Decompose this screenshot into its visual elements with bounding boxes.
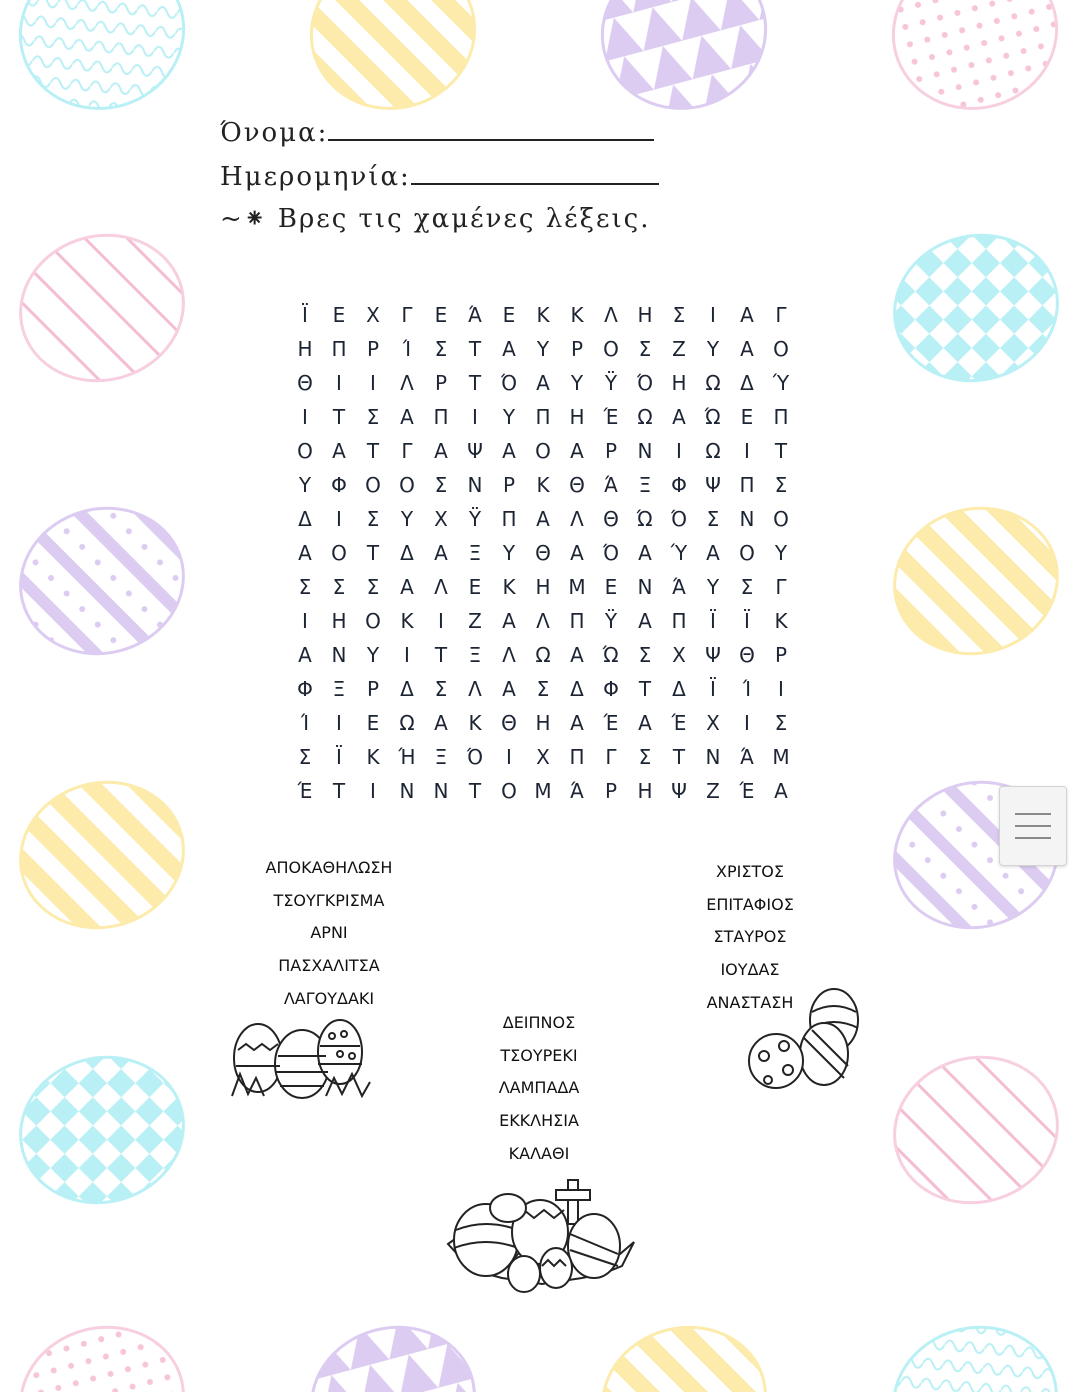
- menu-button[interactable]: [999, 786, 1067, 866]
- grid-letter: Ώ: [704, 405, 722, 429]
- grid-letter: Κ: [502, 575, 516, 599]
- grid-letter: Υ: [502, 541, 516, 565]
- word-list-item: ΑΠΟΚΑΘΗΛΩΣΗ: [265, 858, 393, 877]
- grid-letter: Ι: [744, 711, 750, 735]
- grid-letter: Π: [739, 473, 755, 497]
- grid-letter: Ή: [398, 745, 416, 769]
- grid-letter: Υ: [366, 643, 380, 667]
- grid-letter: Ρ: [604, 779, 618, 803]
- grid-letter: Η: [637, 779, 653, 803]
- grid-letter: Α: [638, 609, 652, 633]
- grid-letter: Σ: [366, 405, 380, 429]
- grid-letter: Σ: [434, 677, 448, 701]
- grid-letter: Ϊ: [336, 745, 342, 769]
- grid-letter: Ό: [636, 371, 654, 395]
- grid-letter: Τ: [672, 745, 686, 769]
- grid-letter: Η: [671, 371, 687, 395]
- grid-letter: Τ: [468, 337, 482, 361]
- grid-letter: Ξ: [468, 541, 482, 565]
- grid-letter: Φ: [297, 677, 313, 701]
- grid-letter: Ω: [535, 643, 551, 667]
- grid-letter: Ύ: [670, 541, 688, 565]
- grid-letter: Χ: [672, 643, 686, 667]
- date-label: Ημερομηνία:: [220, 162, 411, 192]
- name-blank-line: [328, 138, 654, 141]
- grid-letter: Ε: [332, 303, 346, 327]
- grid-letter: Π: [433, 405, 449, 429]
- grid-letter: Ί: [402, 337, 412, 361]
- grid-letter: Χ: [536, 745, 550, 769]
- word-list-item: ΔΕΙΠΝΟΣ: [502, 1013, 576, 1032]
- grid-letter: Ε: [366, 711, 380, 735]
- grid-letter: Ρ: [604, 439, 618, 463]
- grid-letter: Π: [671, 609, 687, 633]
- grid-letter: Υ: [298, 473, 312, 497]
- grid-letter: Ε: [468, 575, 482, 599]
- grid-letter: Σ: [298, 575, 312, 599]
- grid-letter: Υ: [536, 337, 550, 361]
- grid-letter: Λ: [502, 643, 516, 667]
- word-list-item: ΑΡΝΙ: [310, 923, 348, 943]
- grid-letter: Θ: [603, 507, 619, 531]
- grid-letter: Ν: [399, 779, 415, 803]
- grid-letter: Ϊ: [710, 609, 716, 633]
- grid-letter: Π: [773, 405, 789, 429]
- grid-letter: Ι: [370, 371, 376, 395]
- grid-letter: Μ: [568, 575, 586, 599]
- grid-letter: Π: [569, 745, 585, 769]
- word-list-item: ΑΝΑΣΤΑΣΗ: [706, 992, 794, 1012]
- grid-letter: Ψ: [705, 643, 721, 667]
- grid-letter: Τ: [468, 779, 482, 803]
- grid-letter: Ρ: [502, 473, 516, 497]
- grid-letter: Ο: [603, 337, 619, 361]
- word-list-item: ΕΚΚΛΗΣΙΑ: [499, 1111, 579, 1131]
- grid-letter: Ό: [500, 371, 518, 395]
- grid-letter: Λ: [434, 575, 448, 599]
- grid-letter: Π: [331, 337, 347, 361]
- grid-letter: Ι: [370, 779, 376, 803]
- grid-letter: Ί: [742, 677, 752, 701]
- grid-letter: Ν: [637, 575, 653, 599]
- grid-letter: Α: [740, 303, 754, 327]
- grid-letter: Γ: [605, 745, 617, 769]
- grid-letter: Ρ: [434, 371, 448, 395]
- grid-letter: Έ: [297, 779, 313, 803]
- grid-letter: Θ: [535, 541, 551, 565]
- grid-letter: Τ: [366, 439, 380, 463]
- grid-letter: Ά: [570, 779, 584, 803]
- grid-letter: Ά: [604, 473, 618, 497]
- grid-letter: Λ: [468, 677, 482, 701]
- word-list-item: ΧΡΙΣΤΟΣ: [716, 862, 784, 881]
- grid-letter: Α: [570, 439, 584, 463]
- grid-letter: Ρ: [570, 337, 584, 361]
- grid-letter: Ό: [466, 745, 484, 769]
- grid-letter: Ι: [336, 507, 342, 531]
- grid-letter: Τ: [468, 371, 482, 395]
- grid-letter: Ψ: [671, 779, 687, 803]
- grid-letter: Ο: [297, 439, 313, 463]
- grid-letter: Ο: [739, 541, 755, 565]
- grid-letter: Σ: [298, 745, 312, 769]
- grid-letter: Σ: [638, 337, 652, 361]
- grid-letter: Α: [502, 439, 516, 463]
- grid-letter: Σ: [672, 303, 686, 327]
- grid-letter: Σ: [638, 745, 652, 769]
- grid-letter: Α: [740, 337, 754, 361]
- grid-letter: Ρ: [774, 643, 788, 667]
- grid-letter: Ζ: [468, 609, 482, 633]
- grid-letter: Α: [400, 405, 414, 429]
- grid-letter: Α: [570, 643, 584, 667]
- grid-letter: Α: [298, 643, 312, 667]
- grid-letter: Ι: [472, 405, 478, 429]
- grid-letter: Υ: [706, 575, 720, 599]
- grid-letter: Η: [297, 337, 313, 361]
- grid-letter: Α: [638, 711, 652, 735]
- grid-letter: Ι: [438, 609, 444, 633]
- word-list-item: ΛΑΓΟΥΔΑΚΙ: [283, 988, 375, 1008]
- word-list-item: ΤΣΟΥΓΚΡΙΣΜΑ: [273, 890, 385, 910]
- grid-letter: Ο: [331, 541, 347, 565]
- grid-letter: Ϋ: [604, 371, 618, 395]
- grid-letter: Ω: [637, 405, 653, 429]
- grid-letter: Ω: [705, 371, 721, 395]
- grid-letter: Α: [434, 711, 448, 735]
- grid-letter: Α: [400, 575, 414, 599]
- grid-letter: Ο: [501, 779, 517, 803]
- grid-letter: Τ: [332, 405, 346, 429]
- grid-letter: Α: [502, 677, 516, 701]
- grid-letter: Υ: [706, 337, 720, 361]
- grid-letter: Ν: [739, 507, 755, 531]
- grid-letter: Ί: [300, 711, 310, 735]
- word-list-item: ΣΤΑΥΡΟΣ: [713, 927, 787, 947]
- grid-letter: Ν: [331, 643, 347, 667]
- grid-letter: Τ: [434, 643, 448, 667]
- grid-letter: Σ: [706, 507, 720, 531]
- instructions: ~⁕ Βρες τις χαμένες λέξεις.: [220, 204, 651, 234]
- grid-letter: Η: [569, 405, 585, 429]
- grid-letter: Υ: [570, 371, 584, 395]
- grid-letter: Ϊ: [744, 609, 750, 633]
- grid-letter: Κ: [536, 303, 550, 327]
- grid-letter: Ι: [336, 371, 342, 395]
- grid-letter: Α: [570, 711, 584, 735]
- grid-letter: Θ: [501, 711, 517, 735]
- grid-letter: Ό: [670, 507, 688, 531]
- grid-letter: Ν: [433, 779, 449, 803]
- grid-letter: Ψ: [467, 439, 483, 463]
- word-list-item: ΚΑΛΑΘΙ: [508, 1143, 570, 1163]
- word-list-item: ΛΑΜΠΑΔΑ: [498, 1078, 580, 1098]
- grid-letter: Ζ: [672, 337, 686, 361]
- grid-letter: Ι: [404, 643, 410, 667]
- grid-letter: Έ: [671, 711, 687, 735]
- grid-letter: Ο: [365, 473, 381, 497]
- grid-letter: Ο: [773, 507, 789, 531]
- grid-letter: Δ: [570, 677, 584, 701]
- grid-letter: Π: [569, 609, 585, 633]
- grid-letter: Α: [332, 439, 346, 463]
- grid-letter: Γ: [401, 303, 413, 327]
- grid-letter: Ι: [336, 711, 342, 735]
- grid-letter: Ψ: [705, 473, 721, 497]
- grid-letter: Ι: [302, 405, 308, 429]
- grid-letter: Ω: [399, 711, 415, 735]
- grid-letter: Λ: [570, 507, 584, 531]
- grid-letter: Ά: [468, 303, 482, 327]
- grid-letter: Κ: [400, 609, 414, 633]
- date-field: [220, 162, 659, 192]
- grid-letter: Η: [331, 609, 347, 633]
- grid-letter: Λ: [604, 303, 618, 327]
- grid-letter: Θ: [739, 643, 755, 667]
- word-list-item: ΠΑΣΧΑΛΙΤΣΑ: [278, 956, 380, 976]
- grid-letter: Υ: [774, 541, 788, 565]
- grid-letter: Ϋ: [604, 609, 618, 633]
- grid-letter: Κ: [774, 609, 788, 633]
- grid-letter: Α: [706, 541, 720, 565]
- grid-letter: Α: [434, 439, 448, 463]
- grid-letter: Ι: [506, 745, 512, 769]
- word-search-grid: [288, 298, 798, 808]
- grid-letter: Ύ: [772, 371, 790, 395]
- grid-letter: Δ: [740, 371, 754, 395]
- grid-letter: Τ: [332, 779, 346, 803]
- grid-letter: Ι: [778, 677, 784, 701]
- grid-letter: Σ: [332, 575, 346, 599]
- grid-letter: Ϋ: [468, 507, 482, 531]
- grid-letter: Θ: [297, 371, 313, 395]
- grid-letter: Ζ: [706, 779, 720, 803]
- grid-letter: Α: [672, 405, 686, 429]
- grid-letter: Κ: [536, 473, 550, 497]
- date-blank-line: [411, 182, 659, 185]
- grid-letter: Φ: [331, 473, 347, 497]
- grid-letter: Σ: [774, 711, 788, 735]
- grid-letter: Α: [502, 609, 516, 633]
- word-list-item: ΕΠΙΤΑΦΙΟΣ: [706, 894, 794, 914]
- grid-letter: Ν: [637, 439, 653, 463]
- grid-letter: Δ: [400, 677, 414, 701]
- easter-eggs-grass-illustration: [230, 1016, 375, 1101]
- grid-letter: Ξ: [434, 745, 448, 769]
- grid-letter: Ο: [773, 337, 789, 361]
- grid-letter: Θ: [569, 473, 585, 497]
- grid-letter: Ϊ: [302, 303, 308, 327]
- name-field: [220, 118, 654, 148]
- grid-letter: Σ: [536, 677, 550, 701]
- grid-letter: Α: [536, 371, 550, 395]
- grid-letter: Ι: [710, 303, 716, 327]
- grid-letter: Υ: [502, 405, 516, 429]
- grid-letter: Κ: [570, 303, 584, 327]
- grid-letter: Έ: [739, 779, 755, 803]
- grid-letter: Ϊ: [710, 677, 716, 701]
- grid-letter: Γ: [401, 439, 413, 463]
- grid-letter: Ε: [502, 303, 516, 327]
- grid-letter: Ε: [434, 303, 448, 327]
- easter-basket-cross-illustration: [442, 1174, 638, 1296]
- grid-letter: Ν: [467, 473, 483, 497]
- grid-letter: Ο: [535, 439, 551, 463]
- grid-letter: Κ: [468, 711, 482, 735]
- grid-letter: Σ: [366, 575, 380, 599]
- grid-letter: Σ: [638, 643, 652, 667]
- grid-letter: Π: [535, 405, 551, 429]
- grid-letter: Δ: [400, 541, 414, 565]
- grid-letter: Λ: [400, 371, 414, 395]
- grid-letter: Κ: [366, 745, 380, 769]
- grid-letter: Σ: [434, 473, 448, 497]
- grid-letter: Χ: [434, 507, 448, 531]
- grid-letter: Τ: [774, 439, 788, 463]
- grid-letter: Υ: [400, 507, 414, 531]
- grid-letter: Η: [637, 303, 653, 327]
- grid-letter: Λ: [536, 609, 550, 633]
- grid-letter: Ώ: [602, 643, 620, 667]
- grid-letter: Σ: [740, 575, 754, 599]
- grid-letter: Τ: [366, 541, 380, 565]
- grid-letter: Ρ: [366, 337, 380, 361]
- grid-letter: Ι: [302, 609, 308, 633]
- grid-letter: Ά: [672, 575, 686, 599]
- grid-letter: Ξ: [638, 473, 652, 497]
- grid-letter: Ώ: [636, 507, 654, 531]
- grid-letter: Μ: [772, 745, 790, 769]
- easter-eggs-flowers-illustration: [744, 986, 864, 1092]
- grid-letter: Ι: [744, 439, 750, 463]
- grid-letter: Σ: [366, 507, 380, 531]
- grid-letter: Ρ: [366, 677, 380, 701]
- grid-letter: Α: [298, 541, 312, 565]
- word-list-item: ΤΣΟΥΡΕΚΙ: [500, 1045, 578, 1065]
- grid-letter: Φ: [671, 473, 687, 497]
- grid-letter: Δ: [672, 677, 686, 701]
- grid-letter: Δ: [298, 507, 312, 531]
- grid-letter: Μ: [534, 779, 552, 803]
- grid-letter: Ά: [740, 745, 754, 769]
- grid-letter: Η: [535, 711, 551, 735]
- grid-letter: Ε: [740, 405, 754, 429]
- grid-letter: Α: [434, 541, 448, 565]
- grid-letter: Ο: [399, 473, 415, 497]
- grid-letter: Ω: [705, 439, 721, 463]
- grid-letter: Ε: [604, 575, 618, 599]
- grid-letter: Σ: [434, 337, 448, 361]
- grid-letter: Α: [638, 541, 652, 565]
- grid-letter: Γ: [775, 303, 787, 327]
- grid-letter: Σ: [774, 473, 788, 497]
- grid-letter: Έ: [603, 405, 619, 429]
- grid-letter: Τ: [638, 677, 652, 701]
- grid-letter: Γ: [775, 575, 787, 599]
- grid-letter: Έ: [603, 711, 619, 735]
- grid-letter: Φ: [603, 677, 619, 701]
- grid-letter: Α: [570, 541, 584, 565]
- grid-letter: Ό: [602, 541, 620, 565]
- grid-letter: Ν: [705, 745, 721, 769]
- grid-letter: Ι: [676, 439, 682, 463]
- grid-letter: Α: [774, 779, 788, 803]
- word-list-item: ΙΟΥΔΑΣ: [720, 960, 780, 980]
- grid-letter: Π: [501, 507, 517, 531]
- grid-letter: Ο: [365, 609, 381, 633]
- grid-letter: Η: [535, 575, 551, 599]
- grid-letter: Χ: [366, 303, 380, 327]
- grid-letter: Ξ: [468, 643, 482, 667]
- grid-letter: Α: [536, 507, 550, 531]
- grid-letter: Ξ: [332, 677, 346, 701]
- name-label: Όνομα:: [220, 118, 329, 148]
- grid-letter: Χ: [706, 711, 720, 735]
- grid-letter: Α: [502, 337, 516, 361]
